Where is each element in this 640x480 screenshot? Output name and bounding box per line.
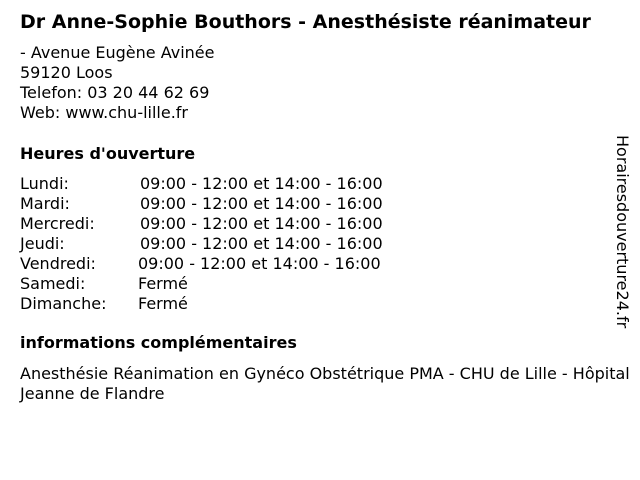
day-hours: 09:00 - 12:00 et 14:00 - 16:00 (140, 194, 383, 213)
address-block (20, 43, 214, 123)
hours-row-monday (20, 174, 440, 194)
day-label: Mardi: (20, 194, 70, 213)
day-label: Jeudi: (20, 234, 65, 253)
hours-row-tuesday (20, 194, 440, 214)
day-label: Samedi: (20, 274, 86, 293)
day-label: Vendredi: (20, 254, 96, 273)
additional-info-text: Anesthésie Réanimation en Gynéco Obstétrique PMA - CHU de Lille - Hôpital Jeanne de Flandre (20, 364, 630, 403)
address-street: - Avenue Eugène Avinée (20, 43, 215, 62)
day-hours: 09:00 - 12:00 et 14:00 - 16:00 (140, 234, 383, 253)
day-hours: Fermé (138, 274, 188, 293)
day-label: Dimanche: (20, 294, 107, 313)
phone-number[interactable]: Telefon: 03 20 44 62 69 (20, 83, 210, 102)
opening-hours-heading: Heures d'ouverture (20, 144, 196, 163)
day-hours: Fermé (138, 294, 188, 313)
hours-row-saturday (20, 274, 440, 294)
website-link[interactable]: Web: www.chu-lille.fr (20, 103, 189, 122)
hours-row-sunday (20, 294, 440, 314)
address-city: 59120 Loos (20, 63, 113, 82)
additional-info-heading: informations complémentaires (20, 333, 297, 352)
hours-row-thursday (20, 234, 440, 254)
hours-row-wednesday (20, 214, 440, 234)
day-label: Lundi: (20, 174, 69, 193)
site-watermark: Horairesdouverture24.fr (613, 135, 632, 329)
page-title: Dr Anne-Sophie Bouthors - Anesthésiste réanimateur (20, 11, 591, 33)
opening-hours-table (20, 174, 440, 314)
day-hours: 09:00 - 12:00 et 14:00 - 16:00 (138, 254, 381, 273)
day-label: Mercredi: (20, 214, 95, 233)
hours-row-friday (20, 254, 440, 274)
day-hours: 09:00 - 12:00 et 14:00 - 16:00 (140, 174, 383, 193)
day-hours: 09:00 - 12:00 et 14:00 - 16:00 (140, 214, 383, 233)
